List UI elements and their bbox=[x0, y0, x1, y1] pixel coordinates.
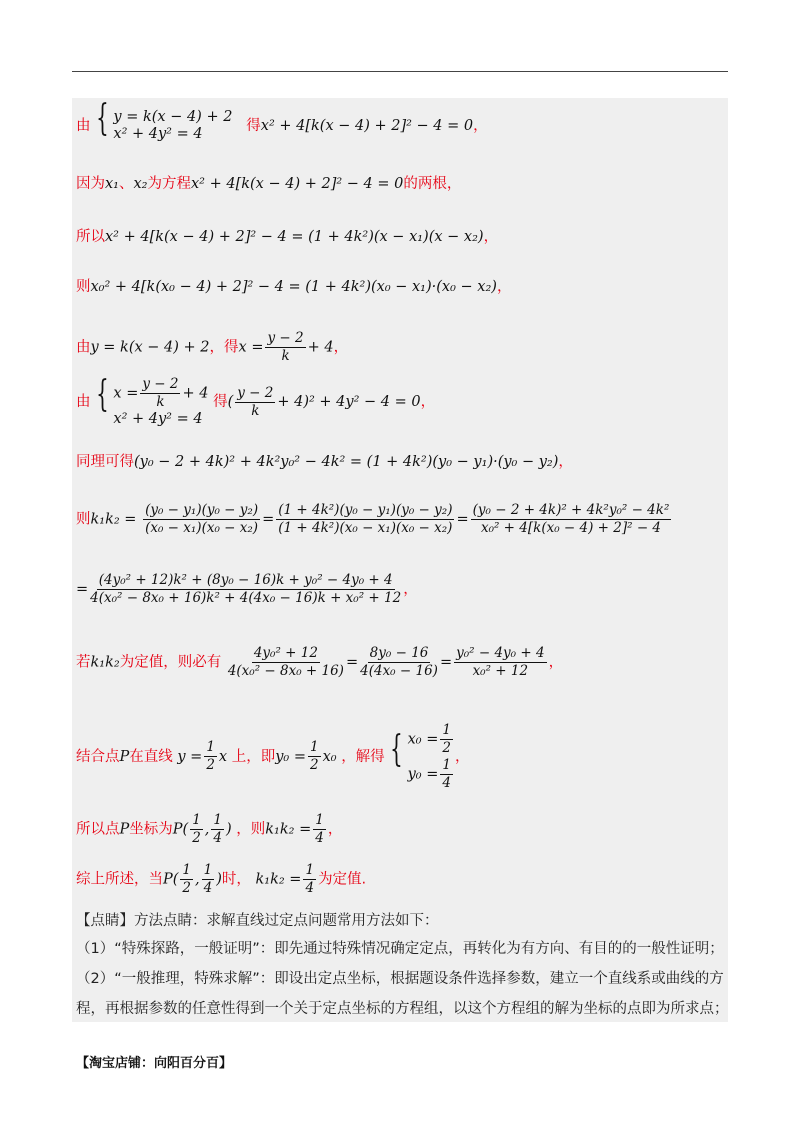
line-system-1 bbox=[76, 98, 488, 143]
fraction bbox=[180, 862, 193, 897]
numerator: 1 bbox=[309, 739, 319, 756]
label-combine: 结合点 bbox=[76, 748, 120, 765]
equals: = bbox=[456, 511, 469, 528]
punct: ， bbox=[420, 394, 436, 411]
line-expanded bbox=[76, 572, 418, 607]
label-equation: 为方程 bbox=[147, 176, 191, 192]
equals: = bbox=[439, 654, 453, 671]
p-open: P( bbox=[163, 871, 179, 888]
y0-eq: y₀ = bbox=[407, 766, 439, 783]
fraction-2 bbox=[276, 502, 454, 537]
fraction bbox=[440, 757, 453, 792]
label-if: 若 bbox=[76, 654, 91, 671]
line-factor bbox=[76, 230, 498, 245]
punct: ， bbox=[496, 279, 512, 295]
equals: = bbox=[262, 511, 275, 528]
numerator: y − 2 bbox=[237, 384, 274, 401]
equation-substituted: x² + 4[k(x − 4) + 2]² − 4 = 0 bbox=[260, 118, 474, 134]
fraction bbox=[440, 722, 453, 757]
k1k2-eq: k₁k₂ = bbox=[255, 871, 302, 888]
label-de: 得 bbox=[246, 118, 261, 134]
numerator: 1 bbox=[442, 756, 451, 773]
denominator: k bbox=[251, 402, 260, 419]
brace: { bbox=[389, 728, 403, 770]
point-p: P bbox=[119, 821, 130, 838]
equation-x0: x₀² + 4[k(x₀ − 4) + 2]² − 4 = (1 + 4k²)(x₀ − x₁)·(x₀ − x₂) bbox=[90, 279, 497, 295]
label-constant: 为定值. bbox=[318, 871, 367, 888]
numerator: y − 2 bbox=[267, 330, 304, 346]
denominator: x₀² + 4[k(x₀ − 4) + 2]² − 4 bbox=[480, 519, 662, 536]
line-point-on-line bbox=[76, 722, 469, 792]
header-rule bbox=[72, 71, 728, 72]
punct: ， bbox=[403, 581, 418, 598]
line-k1k2 bbox=[76, 502, 673, 537]
fraction bbox=[313, 812, 326, 847]
p-open: P( bbox=[172, 821, 189, 838]
label-then: 则 bbox=[76, 279, 91, 295]
line-point-coords bbox=[76, 812, 342, 847]
label-coords: 坐标为 bbox=[129, 821, 173, 838]
x-equals: x = bbox=[113, 385, 139, 402]
x-equals: x = bbox=[238, 339, 264, 356]
var-x0: x₀ bbox=[322, 748, 337, 765]
fraction-3 bbox=[471, 502, 672, 537]
p-close: ) bbox=[216, 871, 222, 888]
system-eq-b: x² + 4y² = 4 bbox=[113, 410, 203, 427]
solution-system bbox=[408, 722, 455, 792]
label-similarly: 同理可得 bbox=[76, 454, 134, 470]
equation-line: y = k(x − 4) + 2 bbox=[90, 339, 210, 356]
brace: { bbox=[95, 374, 109, 416]
denominator: x₀² + 12 bbox=[472, 662, 529, 679]
fraction-3 bbox=[454, 645, 546, 680]
numerator: 4y₀² + 12 bbox=[253, 645, 318, 661]
numerator: 1 bbox=[206, 739, 215, 756]
numerator: 8y₀ − 16 bbox=[369, 645, 429, 661]
denominator: (1 + 4k²)(x₀ − x₁)(x₀ − x₂) bbox=[278, 519, 453, 536]
denominator: 2 bbox=[442, 739, 451, 756]
line-eq-lhs: y = bbox=[177, 748, 203, 765]
var-x: x bbox=[218, 748, 228, 765]
numerator: y₀² − 4y₀ + 4 bbox=[456, 645, 545, 661]
fraction-1 bbox=[228, 645, 344, 680]
label-you: 由 bbox=[76, 339, 91, 356]
label-so-point: 所以点 bbox=[76, 821, 120, 838]
k1k2-eq: k₁k₂ = bbox=[265, 821, 312, 838]
punct: ， bbox=[558, 454, 573, 470]
numerator: 1 bbox=[213, 812, 222, 828]
label-because: 因为 bbox=[76, 176, 105, 192]
denominator: 4 bbox=[442, 774, 451, 791]
numerator: 1 bbox=[182, 862, 192, 878]
denominator: 4(4x₀ − 16) bbox=[360, 662, 438, 679]
note-item-2-cont: 程，再根据参数的任意性得到一个关于定点坐标的方程组，以这个方程组的解为坐标的点即为所求点； bbox=[76, 1001, 729, 1017]
note-item-1: （1）“特殊探路，一般证明”：即先通过特殊情况确定定点，再转化为有方向、有目的的一般性证明； bbox=[76, 941, 724, 957]
system-1 bbox=[113, 109, 232, 144]
equals: = bbox=[76, 581, 89, 598]
punct: ， bbox=[483, 229, 499, 245]
punct: ， bbox=[333, 339, 349, 356]
equation-factor: x² + 4[k(x − 4) + 2]² − 4 = (1 + 4k²)(x − x₁)(x − x₂) bbox=[105, 229, 484, 245]
line-eq2-lhs: y₀ = bbox=[275, 748, 306, 765]
system-eq-a: y = k(x − 4) + 2 bbox=[113, 108, 233, 125]
plus-four: + 4 bbox=[182, 385, 209, 402]
label-you: 由 bbox=[76, 118, 91, 134]
label-must: 为定值，则必有 bbox=[119, 654, 222, 671]
line-solve-x bbox=[76, 330, 348, 365]
line-x0 bbox=[76, 280, 511, 295]
system-2 bbox=[113, 376, 208, 428]
equation-y: + 4)² + 4y² − 4 = 0 bbox=[277, 394, 421, 411]
denominator: k bbox=[281, 347, 290, 364]
fraction-2 bbox=[360, 645, 438, 680]
denominator: 2 bbox=[309, 757, 319, 774]
fraction-1 bbox=[143, 502, 260, 537]
denominator: 4(x₀² − 8x₀ + 16)k² + 4(4x₀ − 16)k + x₀² + 12 bbox=[90, 589, 402, 606]
numerator: (y₀ − y₁)(y₀ − y₂) bbox=[145, 502, 259, 518]
label-de: 得 bbox=[213, 394, 228, 411]
x0-eq: x₀ = bbox=[407, 731, 439, 748]
label-then: ，则 bbox=[236, 821, 266, 838]
point-p: P bbox=[119, 748, 130, 765]
equals: = bbox=[345, 654, 359, 671]
brace: { bbox=[95, 98, 109, 139]
fraction bbox=[265, 330, 305, 365]
label-when: 时， bbox=[221, 871, 251, 888]
label-so: 所以 bbox=[76, 229, 105, 245]
note-heading: 【点睛】方法点睛：求解直线过定点问题常用方法如下： bbox=[76, 913, 439, 929]
label-on-line: 在直线 bbox=[129, 748, 173, 765]
line-constant-condition bbox=[76, 645, 563, 680]
denominator: 2 bbox=[206, 757, 215, 774]
denominator: 4 bbox=[213, 829, 222, 846]
fraction bbox=[303, 862, 316, 897]
plus-four: + 4 bbox=[307, 339, 334, 356]
numerator: 1 bbox=[192, 812, 201, 828]
fraction bbox=[211, 812, 224, 847]
fraction bbox=[235, 385, 275, 420]
equation-roots: x² + 4[k(x − 4) + 2]² − 4 = 0 bbox=[191, 176, 404, 192]
numerator: 1 bbox=[203, 862, 213, 878]
label-summary: 综上所述，当 bbox=[76, 871, 163, 888]
line-conclusion bbox=[76, 862, 366, 897]
punct: ， bbox=[327, 821, 343, 838]
punct: ， bbox=[454, 748, 470, 765]
numerator: 1 bbox=[315, 812, 324, 828]
fraction bbox=[308, 739, 321, 774]
numerator: y − 2 bbox=[142, 376, 179, 392]
var-x1: x₁ bbox=[105, 176, 119, 192]
denominator: k bbox=[156, 393, 165, 410]
shop-footer: 【淘宝店铺：向阳百分百】 bbox=[76, 1056, 233, 1071]
numerator: (4y₀² + 12)k² + (8y₀ − 16)k + y₀² − 4y₀ + 4 bbox=[98, 572, 393, 588]
fraction bbox=[202, 862, 215, 897]
numerator: 1 bbox=[442, 722, 451, 738]
separator: 、 bbox=[119, 176, 134, 192]
var-x2: x₂ bbox=[133, 176, 148, 192]
numerator: (y₀ − 2 + 4k)² + 4k²y₀² − 4k² bbox=[472, 502, 670, 518]
equation-y0: (y₀ − 2 + 4k)² + 4k²y₀² − 4k² = (1 + 4k²)(y₀ − y₁)·(y₀ − y₂) bbox=[134, 454, 559, 470]
line-similarly bbox=[76, 455, 573, 470]
denominator: (x₀ − x₁)(x₀ − x₂) bbox=[145, 519, 259, 536]
punct: ， bbox=[548, 654, 564, 671]
denominator: 2 bbox=[192, 829, 201, 846]
denominator: 4(x₀² − 8x₀ + 16) bbox=[227, 662, 344, 679]
k1k2-lhs: k₁k₂ = bbox=[90, 511, 137, 528]
label-you: 由 bbox=[76, 394, 91, 411]
k1k2: k₁k₂ bbox=[90, 654, 120, 671]
fraction bbox=[204, 739, 217, 774]
numerator: (1 + 4k²)(y₀ − y₁)(y₀ − y₂) bbox=[278, 502, 453, 518]
note-item-2: （2）“一般推理，特殊求解”：即设出定点坐标，根据题设条件选择参数，建立一个直线系或曲线的方 bbox=[76, 971, 724, 987]
fraction bbox=[190, 812, 203, 847]
label-de: ，得 bbox=[209, 339, 239, 356]
denominator: 2 bbox=[182, 879, 192, 896]
p-close: ) bbox=[225, 821, 232, 838]
comma: , bbox=[195, 871, 200, 888]
fraction-expanded bbox=[90, 572, 401, 607]
paren-open: ( bbox=[227, 394, 234, 411]
label-solve: ，解得 bbox=[341, 748, 385, 765]
denominator: 4 bbox=[315, 829, 324, 846]
fraction bbox=[140, 376, 180, 411]
numerator: 1 bbox=[305, 862, 315, 878]
punct: ， bbox=[473, 118, 488, 134]
denominator: 4 bbox=[305, 879, 315, 896]
denominator: 4 bbox=[203, 879, 213, 896]
system-eq-b: x² + 4y² = 4 bbox=[113, 126, 203, 142]
comma: , bbox=[204, 821, 210, 838]
label-two-roots: 的两根， bbox=[403, 176, 462, 192]
label-namely: 上，即 bbox=[231, 748, 276, 765]
line-system-2 bbox=[76, 376, 435, 428]
line-roots bbox=[76, 177, 461, 192]
label-then: 则 bbox=[76, 511, 91, 528]
